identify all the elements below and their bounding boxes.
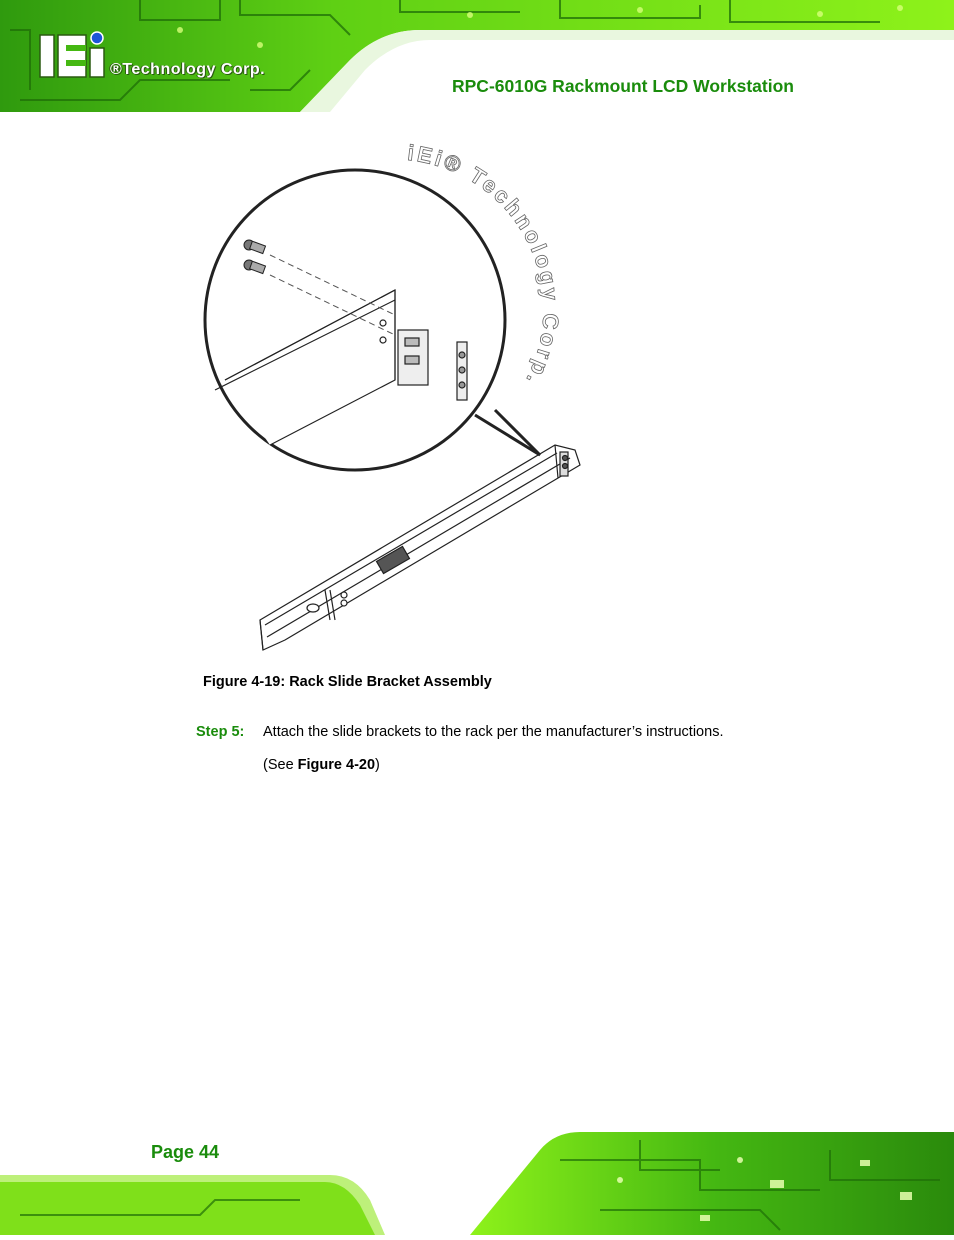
logo-text: ®Technology Corp.	[110, 61, 266, 78]
step-label: Step 5:	[196, 724, 245, 740]
callout-pointer	[475, 410, 540, 455]
figure-link[interactable]: Figure 4-20	[297, 757, 376, 773]
page-number: Page 44	[151, 1142, 220, 1162]
ref-suffix: )	[375, 757, 380, 773]
page-header	[0, 0, 954, 112]
watermark-text: iEi® Technology Corp.	[406, 140, 564, 392]
slide-rail	[260, 445, 580, 650]
step-reference	[263, 757, 380, 773]
ref-prefix: (See	[263, 757, 298, 773]
page-footer	[0, 1120, 954, 1235]
step-text: Attach the slide brackets to the rack per the manufacturer’s instructions.	[263, 724, 724, 740]
rack-slide-bracket-illustration	[195, 120, 595, 660]
bracket-assembly-drawing	[195, 120, 595, 660]
circuit-board-footer	[0, 1120, 954, 1235]
iei-logo	[40, 32, 104, 77]
figure-caption: Figure 4-19: Rack Slide Bracket Assembly	[203, 674, 492, 690]
document-title: RPC-6010G Rackmount LCD Workstation	[452, 76, 794, 96]
